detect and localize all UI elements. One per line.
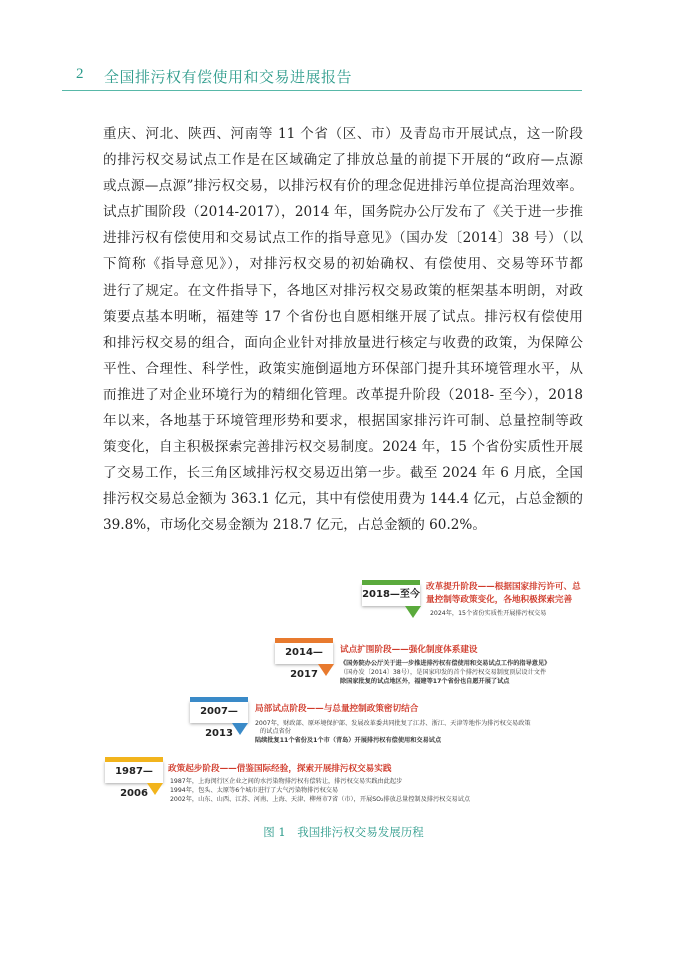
stage-arrow: [405, 606, 421, 618]
body-line: 年以来，各地基于环境管理形势和要求，根据国家排污许可制、总量控制等政: [103, 413, 583, 430]
stage-title: 局部试点阶段——与总量控制政策密切结合: [255, 704, 419, 714]
stage-color-bar: [275, 638, 333, 643]
stage-arrow: [318, 664, 334, 676]
body-line: 重庆、河北、陕西、河南等 11 个省（区、市）及青岛市开展试点，这一阶段: [103, 126, 583, 142]
body-line: 39.8%，市场化交易金额为 218.7 亿元，占总金额的 60.2%。: [103, 517, 486, 534]
stage-title: 试点扩围阶段——强化制度体系建设: [340, 645, 478, 655]
body-line: 和排污权交易的组合，面向企业针对排放量进行核定与收费的政策，为保障公: [103, 334, 583, 351]
stage-bullet: 的试点省份: [260, 728, 291, 735]
body-line: 试点扩围阶段（2014-2017），2014 年，国务院办公厅发布了《关于进一步推: [103, 204, 583, 221]
stage-title: 改革提升阶段——根据国家排污许可、总: [426, 582, 581, 592]
stage-title: 量控制等政策变化，各地积极探索完善: [426, 595, 573, 605]
stage-year-tab: 2014—2017: [275, 642, 333, 664]
body-line: 进行了规定。在文件指导下，各地区对排污权交易政策的框架基本明朗，对政: [103, 282, 583, 299]
stage-arrow: [147, 783, 163, 795]
body-line: 进排污权有偿使用和交易试点工作的指导意见》（国办发〔2014〕38 号）（以: [103, 230, 583, 247]
stage-bullet: 除国家批复的试点地区外，福建等17个省份也自愿开展了试点: [340, 678, 510, 685]
stage-year-tab: 1987—2006: [105, 761, 163, 783]
body-line: 的排污权交易试点工作是在区域确定了排放总量的前提下开展的“政府—点源: [103, 152, 583, 169]
stage-color-bar: [362, 580, 420, 585]
timeline-figure: [100, 570, 590, 820]
header-divider: [62, 90, 582, 91]
stage-bullet: （国办发〔2014〕38号），是国家印发的首个排污权交易制度顶层设计文件: [340, 669, 547, 676]
body-line: 或点源—点源”排污权交易，以排污权有价的理念促进排污单位提高治理效率。: [103, 178, 583, 195]
stage-year-tab: 2007—2013: [190, 701, 248, 723]
body-line: 排污权交易总金额为 363.1 亿元，其中有偿使用费为 144.4 亿元，占总金额的: [103, 491, 583, 508]
stage-bullet: 1987年，上海闵行区企业之间的水污染物排污权有偿转让，排污权交易实践由此起步: [170, 778, 403, 785]
body-line: 而推进了对企业环境行为的精细化管理。改革提升阶段（2018- 至今），2018: [103, 386, 583, 403]
stage-bullet: 1994年，包头、太原等6个城市进行了大气污染物排污权交易: [170, 787, 339, 794]
page-number: 2: [76, 66, 84, 82]
page-header: [62, 66, 582, 90]
stage-color-bar: [105, 757, 163, 762]
stage-bullet: 2024年，15个省份实质性开展排污权交易: [430, 610, 547, 617]
stage-bullet: 2002年，山东、山西、江苏、河南、上海、天津、柳州市7省（市），开展SO₂排放总量控制及排污权交易试点: [170, 796, 471, 803]
stage-year-tab: 2018—至今: [362, 584, 420, 606]
body-line: 了交易工作，长三角区域排污权交易迈出第一步。截至 2024 年 6 月底，全国: [103, 465, 583, 482]
stage-bullet: 陆续批复11个省份及1个市（青岛）开展排污权有偿使用和交易试点: [255, 737, 442, 744]
body-line: 下简称《指导意见》），对排污权交易的初始确权、有偿使用、交易等环节都: [103, 256, 583, 273]
stage-title: 政策起步阶段——借鉴国际经验，探索开展排污权交易实践: [168, 764, 392, 774]
running-title: 全国排污权有偿使用和交易进展报告: [104, 68, 353, 86]
stage-bullet: 2007年，财政部、原环境保护部、发展改革委共同批复了江苏、浙江、天津等地作为排污权交易政策: [255, 720, 531, 727]
body-paragraph: [103, 121, 583, 539]
body-line: 策变化，自主积极探索完善排污权交易制度。2024 年，15 个省份实质性开展: [103, 439, 583, 456]
body-line: 平性、合理性、科学性，政策实施倒逼地方环保部门提升其环境管理水平，从: [103, 360, 583, 377]
stage-color-bar: [190, 697, 248, 702]
stage-arrow: [232, 723, 248, 735]
body-line: 策要点基本明晰，福建等 17 个省份也自愿相继开展了试点。排污权有偿使用: [103, 308, 583, 325]
stage-bullet: 《国务院办公厅关于进一步推进排污权有偿使用和交易试点工作的指导意见》: [340, 660, 551, 667]
figure-caption: 图 1 我国排污权交易发展历程: [263, 825, 424, 839]
